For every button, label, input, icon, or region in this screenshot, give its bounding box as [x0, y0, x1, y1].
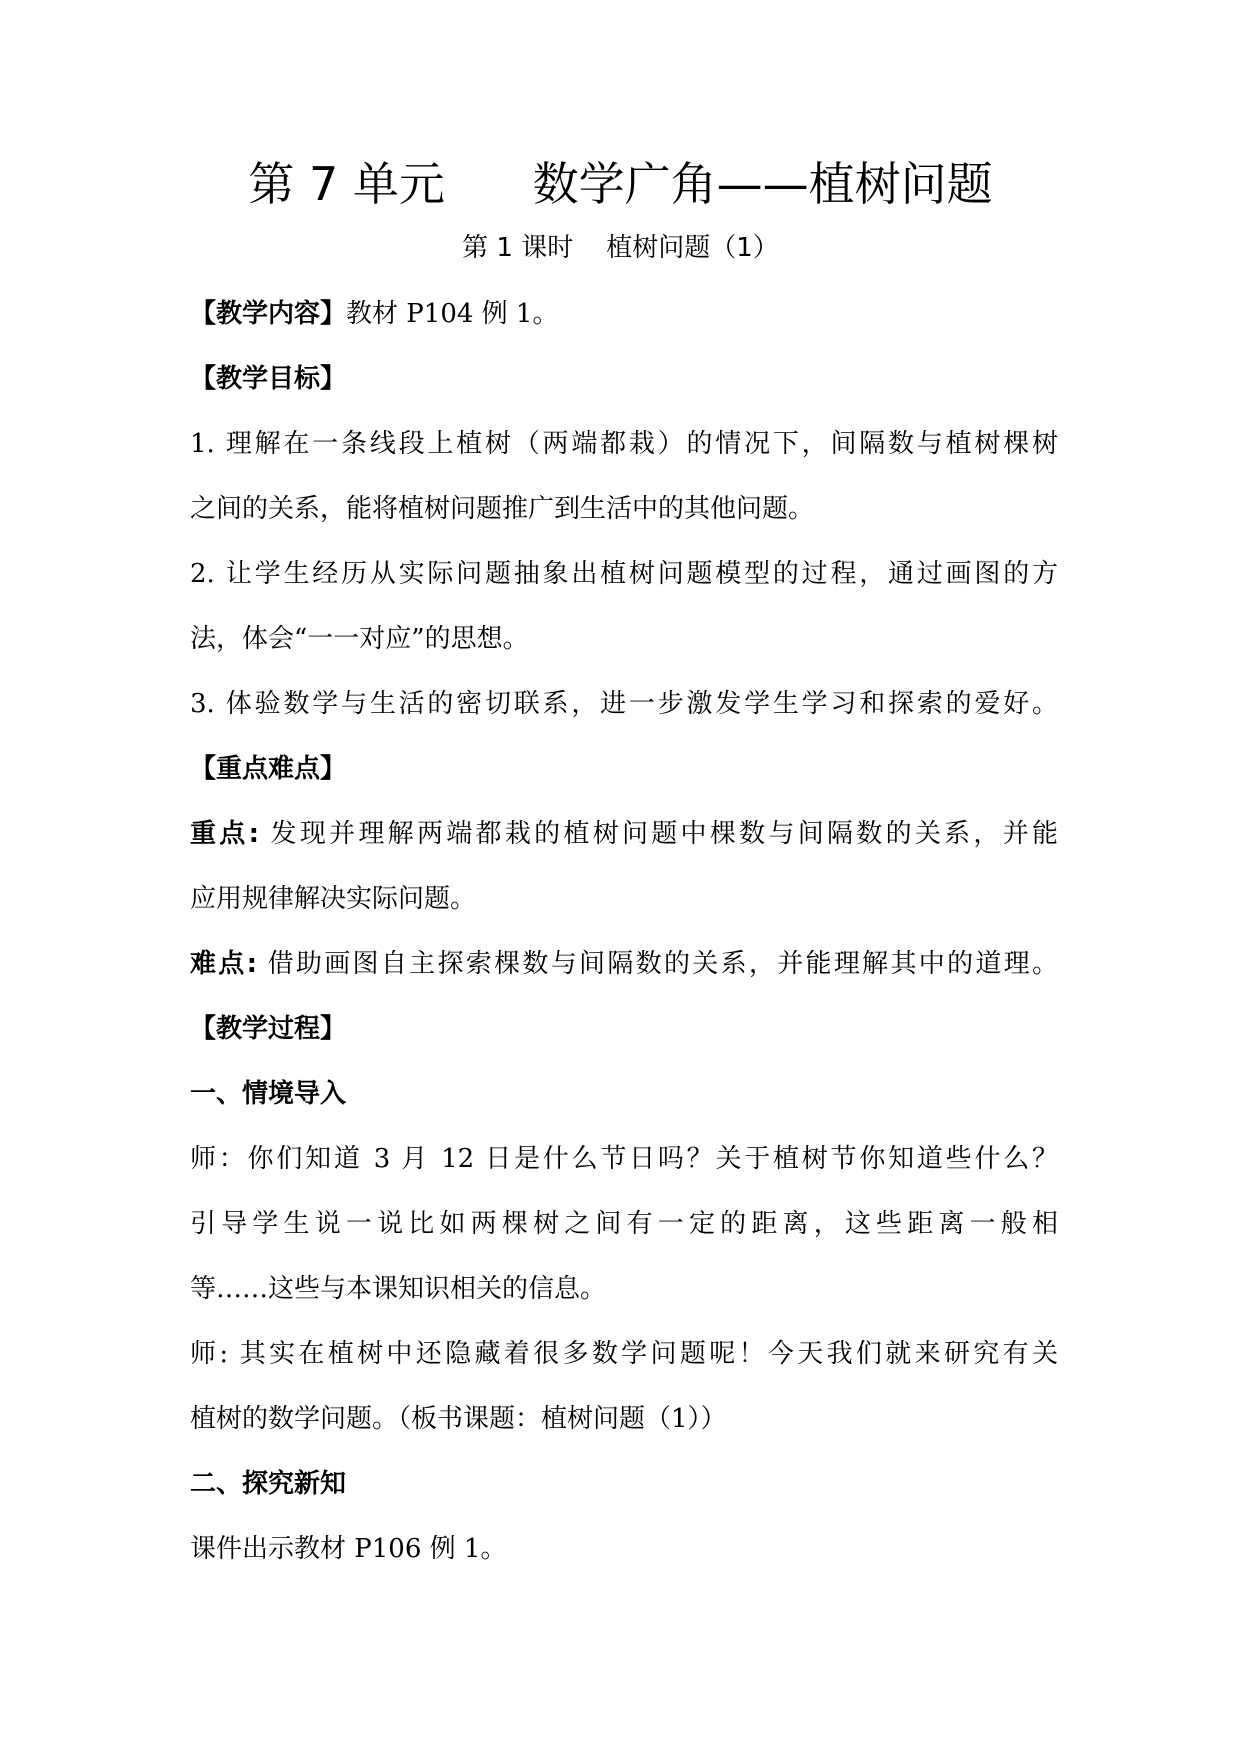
- teaching-goals-heading: 【教学目标】: [190, 364, 347, 394]
- teaching-content-label: 【教学内容】: [190, 299, 347, 329]
- goal-line: 1. 理解在一条线段上植树（两端都栽）的情况下，间隔数与植树棵树: [190, 429, 1058, 459]
- lesson-subtitle: 第 1 课时 植树问题（1）: [462, 233, 779, 263]
- goal-line: 法，体会“一一对应”的思想。: [190, 624, 529, 654]
- process-line: 师: 其实在植树中还隐藏着很多数学问题呢！今天我们就来研究有关: [190, 1339, 1058, 1369]
- focus-label: 重点:: [190, 819, 259, 849]
- difficulty-label: 难点:: [190, 949, 258, 979]
- key-points-heading: 【重点难点】: [190, 754, 347, 784]
- difficulty-row: [190, 942, 1058, 986]
- process-line: 引导学生说一说比如两棵树之间有一定的距离，这些距离一般相: [190, 1209, 1058, 1239]
- process-line: 师：你们知道 3 月 12 日是什么节日吗？关于植树节你知道些什么？: [190, 1144, 1058, 1174]
- difficulty-text: 借助画图自主探索棵数与间隔数的关系，并能理解其中的道理。: [257, 949, 1058, 979]
- section-heading: 二、探究新知: [190, 1469, 347, 1499]
- goal-line: 2. 让学生经历从实际问题抽象出植树问题模型的过程，通过画图的方: [190, 559, 1058, 589]
- teaching-process-heading: 【教学过程】: [190, 1014, 347, 1044]
- process-line: 等……这些与本课知识相关的信息。: [190, 1274, 607, 1304]
- section-heading: 一、情境导入: [190, 1079, 347, 1109]
- process-line: 课件出示教材 P106 例 1。: [190, 1534, 507, 1564]
- teaching-content-row: [190, 292, 1058, 336]
- focus-text: 发现并理解两端都栽的植树问题中棵数与间隔数的关系，并能: [258, 819, 1058, 849]
- goal-line: 之间的关系，能将植树问题推广到生活中的其他问题。: [190, 494, 815, 524]
- teaching-content-text: 教材 P104 例 1。: [346, 299, 559, 329]
- goal-line: 3. 体验数学与生活的密切联系，进一步激发学生学习和探索的爱好。: [190, 689, 1058, 719]
- focus-text-cont: 应用规律解决实际问题。: [190, 884, 477, 914]
- process-line: 植树的数学问题。（板书课题：植树问题（1））: [190, 1404, 727, 1434]
- focus-row: [190, 812, 1058, 856]
- unit-title: 第 7 单元 数学广角——植树问题: [248, 157, 993, 211]
